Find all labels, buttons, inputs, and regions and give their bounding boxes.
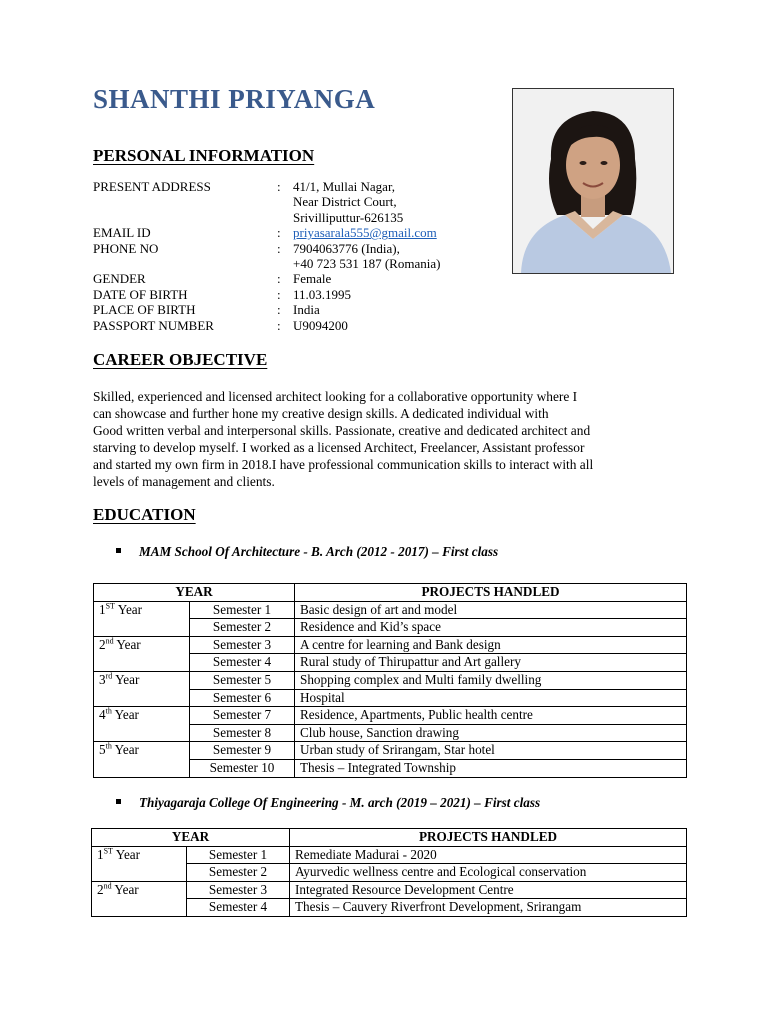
semester-cell: Semester 4 bbox=[187, 899, 290, 917]
objective-line: can showcase and further hone my creative design skills. A dedicated individual with bbox=[93, 406, 549, 421]
year-cell: 1ST Year bbox=[94, 601, 190, 636]
info-row bbox=[93, 179, 513, 194]
project-cell: Rural study of Thirupattur and Art gallery bbox=[295, 654, 687, 672]
project-cell: Shopping complex and Multi family dwelling bbox=[295, 671, 687, 689]
year-cell: 1ST Year bbox=[92, 846, 187, 881]
info-row bbox=[93, 256, 513, 271]
year-cell: 2nd Year bbox=[92, 881, 187, 916]
info-value: India bbox=[293, 302, 320, 318]
info-row bbox=[93, 225, 513, 240]
table-header-row bbox=[94, 584, 687, 602]
degree-label: Thiyagaraja College Of Engineering - M. arch (2019 – 2021) – First class bbox=[139, 795, 541, 810]
table-row bbox=[92, 881, 687, 899]
table-row bbox=[94, 636, 687, 654]
semester-cell: Semester 7 bbox=[190, 707, 295, 725]
project-cell: Basic design of art and model bbox=[295, 601, 687, 619]
info-colon: : bbox=[277, 225, 281, 241]
semester-cell: Semester 3 bbox=[190, 636, 295, 654]
candidate-name: SHANTHI PRIYANGA bbox=[93, 84, 376, 114]
year-cell: 5th Year bbox=[94, 742, 190, 777]
degree-label: MAM School Of Architecture - B. Arch (2012 - 2017) – First class bbox=[139, 544, 499, 559]
semester-cell: Semester 10 bbox=[190, 759, 295, 777]
semester-cell: Semester 2 bbox=[187, 864, 290, 882]
info-label: PLACE OF BIRTH bbox=[93, 302, 196, 318]
info-row bbox=[93, 271, 513, 286]
personal-info-heading: PERSONAL INFORMATION bbox=[93, 146, 315, 165]
info-colon: : bbox=[277, 271, 281, 287]
project-cell: Remediate Madurai - 2020 bbox=[290, 846, 687, 864]
email-link[interactable]: priyasarala555@gmail.com bbox=[293, 225, 437, 241]
col-year-header: YEAR bbox=[94, 584, 295, 602]
bullet-icon bbox=[116, 799, 121, 804]
semester-cell: Semester 4 bbox=[190, 654, 295, 672]
info-colon: : bbox=[277, 240, 281, 256]
semester-cell: Semester 2 bbox=[190, 619, 295, 637]
table-row bbox=[94, 671, 687, 689]
objective-line: Good written verbal and interpersonal skills. Passionate, creative and dedicated architect and bbox=[93, 423, 591, 438]
year-cell: 2nd Year bbox=[94, 636, 190, 671]
education-heading: EDUCATION bbox=[93, 505, 196, 524]
info-value: 11.03.1995 bbox=[293, 286, 352, 302]
bullet-icon bbox=[116, 548, 121, 553]
year-cell: 4th Year bbox=[94, 707, 190, 742]
career-objective-heading: CAREER OBJECTIVE bbox=[93, 350, 268, 369]
info-colon: : bbox=[277, 179, 281, 194]
project-cell: A centre for learning and Bank design bbox=[295, 636, 687, 654]
project-cell: Residence and Kid’s space bbox=[295, 619, 687, 637]
info-row bbox=[93, 318, 513, 333]
info-row bbox=[93, 194, 513, 209]
info-row bbox=[93, 210, 513, 225]
table-row bbox=[94, 601, 687, 619]
table-header-row bbox=[92, 829, 687, 847]
objective-line: starving to develop myself. I worked as a licensed Architect, Freelancer, Assistant professor bbox=[93, 440, 585, 455]
degree-march bbox=[116, 795, 540, 811]
info-label: EMAIL ID bbox=[93, 225, 151, 241]
project-cell: Integrated Resource Development Centre bbox=[290, 881, 687, 899]
semester-cell: Semester 3 bbox=[187, 881, 290, 899]
info-value: Srivilliputtur-626135 bbox=[293, 209, 404, 225]
objective-line: and started my own firm in 2018.I have professional communication skills to interact with all bbox=[93, 457, 594, 472]
info-value: U9094200 bbox=[293, 317, 348, 333]
project-cell: Thesis – Integrated Township bbox=[295, 759, 687, 777]
info-label: PRESENT ADDRESS bbox=[93, 179, 211, 194]
col-projects-header: PROJECTS HANDLED bbox=[295, 584, 687, 602]
info-row bbox=[93, 302, 513, 317]
info-colon: : bbox=[277, 317, 281, 333]
project-cell: Urban study of Srirangam, Star hotel bbox=[295, 742, 687, 760]
semester-cell: Semester 8 bbox=[190, 724, 295, 742]
project-cell: Residence, Apartments, Public health centre bbox=[295, 707, 687, 725]
info-value: 7904063776 (India), bbox=[293, 240, 400, 256]
objective-line: levels of management and clients. bbox=[93, 474, 275, 489]
table-row bbox=[92, 846, 687, 864]
info-colon: : bbox=[277, 286, 281, 302]
table-row bbox=[94, 707, 687, 725]
info-label: GENDER bbox=[93, 271, 146, 287]
march-projects-table bbox=[91, 828, 687, 917]
project-cell: Club house, Sanction drawing bbox=[295, 724, 687, 742]
personal-info-block bbox=[93, 179, 513, 333]
info-value: +40 723 531 187 (Romania) bbox=[293, 255, 441, 271]
semester-cell: Semester 1 bbox=[187, 846, 290, 864]
career-objective-text bbox=[93, 388, 683, 490]
info-value: Female bbox=[293, 271, 332, 287]
degree-barch bbox=[116, 544, 498, 560]
info-label: PHONE NO bbox=[93, 240, 159, 256]
info-value: Near District Court, bbox=[293, 194, 397, 210]
semester-cell: Semester 9 bbox=[190, 742, 295, 760]
project-cell: Thesis – Cauvery Riverfront Development, Srirangam bbox=[290, 899, 687, 917]
col-year-header: YEAR bbox=[92, 829, 290, 847]
barch-projects-table bbox=[93, 583, 687, 778]
profile-photo bbox=[512, 88, 674, 274]
semester-cell: Semester 5 bbox=[190, 671, 295, 689]
project-cell: Ayurvedic wellness centre and Ecological conservation bbox=[290, 864, 687, 882]
table-row bbox=[94, 742, 687, 760]
semester-cell: Semester 6 bbox=[190, 689, 295, 707]
semester-cell: Semester 1 bbox=[190, 601, 295, 619]
info-label: DATE OF BIRTH bbox=[93, 286, 188, 302]
info-label: PASSPORT NUMBER bbox=[93, 317, 214, 333]
objective-line: Skilled, experienced and licensed architect looking for a collaborative opportunity where I bbox=[93, 389, 578, 404]
project-cell: Hospital bbox=[295, 689, 687, 707]
col-projects-header: PROJECTS HANDLED bbox=[290, 829, 687, 847]
info-row bbox=[93, 241, 513, 256]
info-colon: : bbox=[277, 302, 281, 318]
info-value: 41/1, Mullai Nagar, bbox=[293, 179, 396, 194]
year-cell: 3rd Year bbox=[94, 671, 190, 706]
info-row bbox=[93, 287, 513, 302]
